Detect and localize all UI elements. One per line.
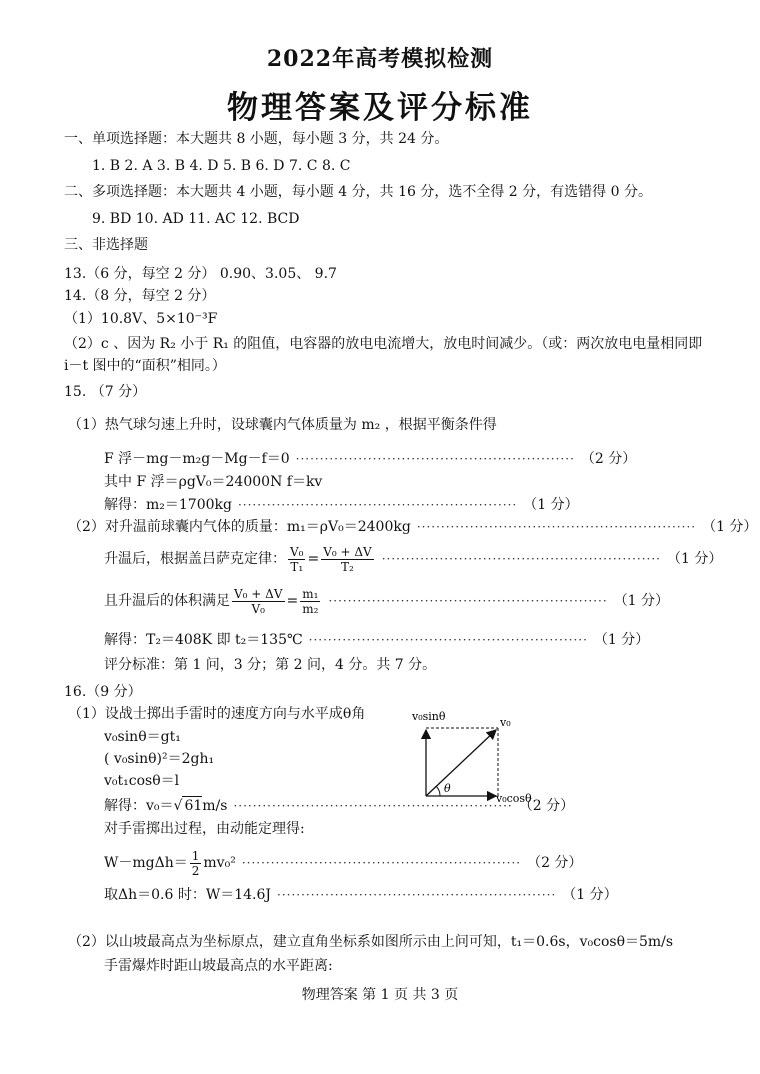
q15-head: 15. （7 分） [64, 384, 147, 400]
q15-part2-score: （1 分） [702, 519, 758, 535]
q15-eq4-score: （1 分） [666, 551, 723, 567]
section1-heading: 一、单项选择题：本大题共 8 小题，每小题 3 分，共 24 分。 [64, 131, 449, 147]
q16-eq6: 取Δh＝0.6 时：W＝14.6J [104, 887, 272, 903]
label-theta: θ [444, 782, 451, 795]
section1-answers: 1. B 2. A 3. B 4. D 5. B 6. D 7. C 8. C [92, 158, 351, 174]
q16-eq6-score: （1 分） [562, 887, 618, 903]
q16-eq3: v₀t₁cosθ＝l [104, 773, 180, 789]
q16-head: 16.（9 分） [64, 684, 142, 700]
q15-grading: 评分标准：第 1 问，3 分；第 2 问，4 分。共 7 分。 [104, 657, 437, 673]
section3-heading: 三、非选择题 [64, 237, 148, 253]
q15-part2: （2）对升温前球囊内气体的质量：m₁＝ρV₀＝2400kg [68, 519, 411, 535]
q16-part3: （2）以山坡最高点为坐标原点，建立直角坐标系如图所示由上问可知，t₁＝0.6s，v₀cosθ＝5m/s [68, 934, 674, 950]
page-footer: 物理答案 第 1 页 共 3 页 [301, 987, 459, 1003]
q16-eq6-row: 取Δh＝0.6 时：W＝14.6J ·························································· （1 分） [104, 887, 618, 903]
fraction-v0-t1: $\frac{\text{V₀}}{\text{T₁}}$ [290, 544, 304, 574]
angle-arc [436, 786, 440, 796]
q15-part2-row: （2）对升温前球囊内气体的质量：m₁＝ρV₀＝2400kg ·························································· （1 分） [68, 519, 758, 535]
q16-part2: 对手雷掷出过程，由动能定理得: [104, 821, 305, 837]
q14-part2: （2）c 、因为 R₂ 小于 R₁ 的阻值，电容器的放电电流增大，放电时间减少。（或：两次放电电量相同即 i－t 图中的“面积”相同。） [64, 336, 703, 374]
q16-part4: 手雷爆炸时距山坡最高点的水平距离: [104, 958, 333, 974]
document-subtitle: 物理答案及评分标准 [227, 90, 533, 126]
label-vx: v₀cosθ [496, 792, 532, 805]
q15-part1: （1）热气球匀速上升时，设球囊内气体质量为 m₂ ，根据平衡条件得 [68, 417, 497, 433]
q15-eq1: F 浮－mg－m₂g－Mg－f＝0 [104, 451, 290, 467]
label-v0: v₀ [500, 716, 511, 729]
q16-eq4-prefix: 解得：v₀＝ [104, 797, 174, 814]
q15-eq5-label: 且升温后的体积满足 [104, 593, 230, 609]
q15-eq6-score: （1 分） [593, 632, 650, 648]
q14-part1: （1）10.8V、5×10⁻³F [64, 311, 218, 327]
q15-eq5-score: （1 分） [613, 593, 670, 609]
q16-part1: （1）设战士掷出手雷时的速度方向与水平成θ角 [68, 706, 366, 722]
section2-heading: 二、多项选择题：本大题共 4 小题，每小题 4 分，共 16 分，选不全得 2 分，有选错得 0 分。 [64, 184, 652, 200]
q16-eq5-score: （2 分） [527, 855, 583, 871]
q16-eq4-unit: m/s [202, 797, 228, 814]
document-title: 2022年高考模拟检测 [266, 46, 494, 72]
q16-eq4-row: 解得：v₀＝ √ 61 m/s ·························································· （2 分） [104, 797, 575, 814]
velocity-diagram [408, 706, 568, 806]
q15-eq1-row: F 浮－mg－m₂g－Mg－f＝0 ·························································· （2 分） [104, 451, 637, 467]
q15-eq3-score: （1 分） [523, 497, 579, 513]
q15-eq5-row: 且升温后的体积满足 $\frac{\text{V₀ + ΔV}}{\text{V₀}}$ = $\frac{\text{m₁}}{\text{m₂}}$ ·························································· （1 分） [104, 586, 670, 616]
q15-eq6-row: 解得：T₂＝408K 即 t₂＝135℃ ·························································· （1 分） [104, 632, 650, 648]
fraction-m1-m2: $\frac{\text{m₁}}{\text{m₂}}$ [302, 586, 319, 616]
label-vy: v₀sinθ [412, 710, 446, 723]
q15-eq3: 解得：m₂＝1700kg [104, 497, 232, 513]
q15-eq6: 解得：T₂＝408K 即 t₂＝135℃ [104, 632, 303, 648]
section2-answers: 9. BD 10. AD 11. AC 12. BCD [92, 211, 300, 227]
q16-eq4-root: 61 [184, 798, 203, 814]
q16-eq2: ( v₀sinθ)²＝2gh₁ [104, 751, 215, 767]
q15-eq2: 其中 F 浮＝ρgV₀＝24000N f＝kv [104, 474, 323, 490]
q16-eq5-prefix: W－mgΔh＝ [104, 855, 188, 871]
q16-eq1: v₀sinθ＝gt₁ [104, 729, 181, 745]
q15-eq4-row: 升温后，根据盖吕萨克定律： $\frac{\text{V₀}}{\text{T₁}}$ = $\frac{\text{V₀ + ΔV}}{\text{T₂}}$ ·························································· （1 分） [104, 544, 723, 574]
q15-eq3-row: 解得：m₂＝1700kg ·························································· （1 分） [104, 497, 579, 513]
q15-eq1-score: （2 分） [580, 451, 637, 467]
q14-head: 14.（8 分，每空 2 分） [64, 288, 216, 304]
q16-eq4-score: （2 分） [518, 797, 575, 814]
q15-eq4-label: 升温后，根据盖吕萨克定律： [104, 551, 286, 567]
fraction-v0dv-t2: $\frac{\text{V₀ + ΔV}}{\text{T₂}}$ [323, 544, 372, 574]
q13-text: 13.（6 分，每空 2 分） 0.90、3.05、 9.7 [64, 266, 337, 282]
fraction-v0dv-v0: $\frac{\text{V₀ + ΔV}}{\text{V₀}}$ [234, 586, 283, 616]
q16-eq5-suffix: mv₀² [203, 855, 236, 871]
fraction-one-half: $\frac{1}{2}$ [191, 848, 200, 878]
q16-eq5-row: W－mgΔh＝ $\frac{1}{2}$ mv₀² ·························································· （2 分） [104, 848, 583, 878]
